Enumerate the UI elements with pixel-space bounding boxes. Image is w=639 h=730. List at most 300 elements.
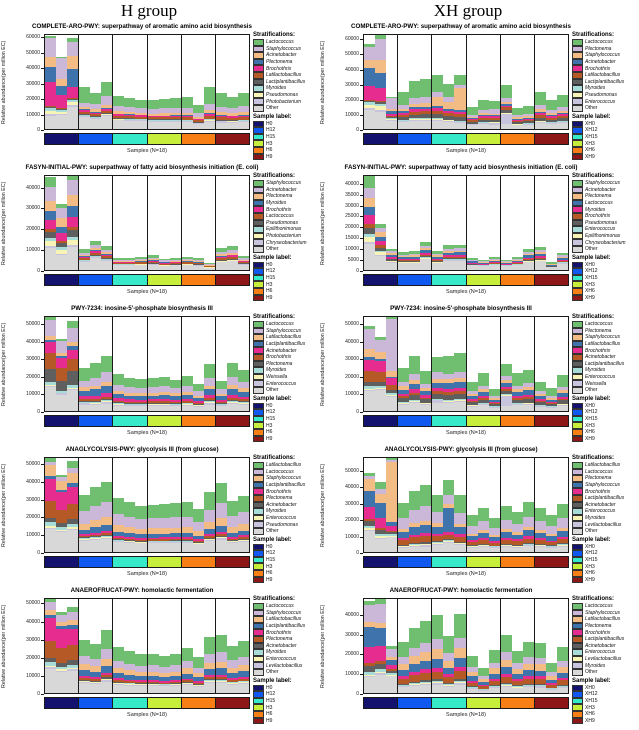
bar-segment xyxy=(204,492,215,509)
bar-group xyxy=(45,458,79,552)
bar-segment xyxy=(193,407,204,411)
chart-title: ANAEROFRUCAT-PWY: homolactic fermentation xyxy=(70,587,214,594)
bar-segment xyxy=(45,602,56,610)
stacked-bar xyxy=(546,599,557,693)
bar-group xyxy=(501,458,535,552)
color-swatch xyxy=(572,193,583,200)
stacked-bar xyxy=(557,599,568,693)
stratification-label: Lactococcus xyxy=(266,603,294,610)
stacked-bar xyxy=(216,599,227,693)
bar-segment xyxy=(193,657,204,668)
color-swatch xyxy=(253,39,264,46)
stacked-bar xyxy=(182,458,193,552)
bar-segment xyxy=(45,353,56,369)
stacked-bar xyxy=(124,458,135,552)
bar-segment xyxy=(79,262,90,270)
bar-segment xyxy=(364,627,375,647)
sample-legend-entry xyxy=(572,436,638,443)
stratification-legend-entry xyxy=(253,72,319,79)
color-swatch xyxy=(253,226,264,233)
stratification-label: Myroides xyxy=(266,367,287,374)
color-swatch xyxy=(253,662,264,669)
bar-segment xyxy=(113,406,124,411)
stratification-legend-entry xyxy=(572,374,638,381)
bar-segment xyxy=(45,116,56,129)
bar-segment xyxy=(113,647,124,661)
sample-label: H12 xyxy=(266,409,276,416)
bar-segment xyxy=(193,105,204,113)
chart-title: ANAGLYCOLYSIS-PWY: glycolysis III (from glucose) xyxy=(65,446,219,453)
sample-band-cell xyxy=(501,557,535,567)
stacked-bar xyxy=(546,317,557,411)
y-tick-label: 40000 xyxy=(26,338,40,345)
stratification-label: Photobacterium xyxy=(266,98,302,105)
stratification-label: Other xyxy=(266,528,279,535)
bar-segment xyxy=(67,671,78,693)
sample-band xyxy=(363,697,569,709)
stacked-bar xyxy=(409,35,420,129)
stratification-legend-entry xyxy=(253,495,319,502)
y-tick-label: 10000 xyxy=(26,672,40,679)
bar-segment xyxy=(364,531,375,552)
bar-segment xyxy=(420,673,431,680)
bar-segment xyxy=(398,687,409,693)
stratification-label: Lactiplantibacillus xyxy=(266,341,306,348)
bar-segment xyxy=(512,688,523,693)
sample-band-cell xyxy=(467,416,501,426)
stacked-bar xyxy=(535,317,546,411)
bar-segment xyxy=(56,255,67,270)
bar-segment xyxy=(182,97,193,108)
bar-segment xyxy=(216,503,227,518)
x-axis-label: Samples (N=18) xyxy=(127,430,167,436)
stratification-legend-entry xyxy=(253,46,319,53)
stacked-bar xyxy=(501,458,512,552)
stacked-bar xyxy=(79,458,90,552)
bar-segment xyxy=(535,92,546,105)
stratification-label: Other xyxy=(266,105,279,112)
stratification-label: Other xyxy=(585,528,598,535)
sample-band-cell xyxy=(432,698,466,708)
sample-band-cell xyxy=(45,134,79,144)
bar-group xyxy=(398,458,432,552)
bar-segment xyxy=(420,371,431,384)
color-swatch xyxy=(572,65,583,72)
sample-band-cell xyxy=(535,134,568,144)
sample-label: H3 xyxy=(266,140,273,147)
sample-legend-entry xyxy=(253,704,319,711)
stacked-bar xyxy=(501,317,512,411)
stratification-legend-entry xyxy=(572,79,638,86)
bar-group xyxy=(398,176,432,270)
y-tick-label: 40000 xyxy=(345,338,359,345)
bar-segment xyxy=(467,515,478,526)
stacked-bar xyxy=(432,35,443,129)
stratification-label: Staphylococcus xyxy=(266,475,302,482)
color-swatch xyxy=(253,482,264,489)
bar-segment xyxy=(182,502,193,517)
color-swatch xyxy=(253,495,264,502)
stacked-bar xyxy=(238,176,249,270)
stratification-legend-entry xyxy=(253,98,319,105)
bar-segment xyxy=(501,114,512,124)
stratification-label: Other xyxy=(585,105,598,112)
bar-segment xyxy=(159,377,170,387)
y-axis-label: Relative abundance(per million EC) xyxy=(320,604,326,688)
bar-segment xyxy=(45,57,56,68)
stratification-legend-entry xyxy=(572,354,638,361)
stratifications-legend-title: Stratifications: xyxy=(253,32,296,38)
stacked-bar xyxy=(432,176,443,270)
sample-label: H15 xyxy=(266,698,276,705)
bar-segment xyxy=(216,635,227,652)
bar-segment xyxy=(113,120,124,129)
stratification-label: Plectonema xyxy=(585,327,612,334)
stacked-bar xyxy=(409,176,420,270)
bar-group xyxy=(364,599,398,693)
sample-legend-entry xyxy=(253,134,319,141)
sample-legend-title: Sample label: xyxy=(572,395,611,402)
color-swatch xyxy=(572,105,583,112)
color-swatch xyxy=(253,52,264,59)
color-swatch xyxy=(572,200,583,207)
bar-segment xyxy=(79,683,90,693)
stratification-label: Acinetobacter xyxy=(266,501,297,508)
bar-segment xyxy=(557,264,568,270)
stacked-bar xyxy=(159,458,170,552)
color-swatch xyxy=(253,233,264,240)
bar-segment xyxy=(67,230,78,237)
bar-group xyxy=(535,599,568,693)
color-swatch xyxy=(572,334,583,341)
x-axis-label: Samples (N=18) xyxy=(127,148,167,154)
bar-segment xyxy=(45,67,56,82)
sample-legend-title: Sample label: xyxy=(572,254,611,261)
sample-label: XH6 xyxy=(585,147,595,154)
stratification-label: Lactococcus xyxy=(266,321,294,328)
stratification-label: Acinetobacter xyxy=(585,501,616,508)
bar-group xyxy=(535,317,568,411)
bar-segment xyxy=(216,540,227,552)
stacked-bar xyxy=(546,35,557,129)
stratification-label: Lactococcus xyxy=(585,200,613,207)
bar-group xyxy=(467,317,501,411)
color-swatch xyxy=(572,59,583,66)
stacked-bar xyxy=(409,599,420,693)
stratification-legend-entry xyxy=(572,475,638,482)
sample-band-cell xyxy=(216,698,249,708)
stratification-legend-entry xyxy=(253,374,319,381)
bar-segment xyxy=(45,187,56,201)
stacked-bar xyxy=(489,599,500,693)
stacked-bar xyxy=(489,35,500,129)
legend xyxy=(572,596,638,724)
sample-label: H0 xyxy=(266,402,273,409)
bar-group xyxy=(182,458,216,552)
bar-segment xyxy=(67,350,78,359)
sample-legend-entry xyxy=(253,416,319,423)
bar-segment xyxy=(398,263,409,270)
stratification-legend-entry xyxy=(253,328,319,335)
bar-segment xyxy=(454,638,465,648)
bar-segment xyxy=(124,98,135,107)
color-swatch xyxy=(253,288,264,295)
stacked-bar xyxy=(227,176,238,270)
bar-segment xyxy=(56,95,67,108)
bar-segment xyxy=(523,546,534,552)
sample-label: XH6 xyxy=(585,711,595,718)
stratification-legend-entry xyxy=(253,502,319,509)
bar-segment xyxy=(148,686,159,693)
color-swatch xyxy=(253,213,264,220)
stratification-label: Staphylococcus xyxy=(266,180,302,187)
color-swatch xyxy=(572,46,583,53)
stacked-bar xyxy=(227,599,238,693)
sample-label: H6 xyxy=(266,429,273,436)
color-swatch xyxy=(253,436,264,443)
bar-segment xyxy=(375,646,386,662)
stacked-bar xyxy=(79,35,90,129)
y-axis-label: Relative abundance(per million EC) xyxy=(320,181,326,265)
bar-group xyxy=(79,458,113,552)
stacked-bar xyxy=(478,317,489,411)
color-swatch xyxy=(572,528,583,535)
stacked-bar xyxy=(398,458,409,552)
bar-segment xyxy=(501,396,512,407)
sample-band-cell xyxy=(148,698,182,708)
color-swatch xyxy=(572,416,583,423)
stratification-legend-entry xyxy=(572,39,638,46)
bar-segment xyxy=(375,340,386,352)
color-swatch xyxy=(572,662,583,669)
bar-segment xyxy=(159,122,170,129)
stacked-bar xyxy=(204,599,215,693)
bar-segment xyxy=(67,390,78,411)
stacked-bar xyxy=(386,599,397,693)
bar-segment xyxy=(67,371,78,385)
stacked-bar xyxy=(489,317,500,411)
sample-legend-entry xyxy=(572,544,638,551)
bar-segment xyxy=(204,522,215,529)
sample-legend-title: Sample label: xyxy=(253,395,292,402)
bar-segment xyxy=(512,405,523,411)
stacked-bar xyxy=(45,599,56,693)
bar-group xyxy=(182,599,216,693)
stratification-label: Levilactobacillus xyxy=(585,521,622,528)
bar-segment xyxy=(101,539,112,552)
bar-segment xyxy=(364,215,375,224)
bar-segment xyxy=(79,117,90,129)
sample-label: XH0 xyxy=(585,543,595,550)
stacked-bar xyxy=(523,458,534,552)
bar-segment xyxy=(443,480,454,495)
bar-segment xyxy=(170,406,181,411)
stratification-label: Lactiplantibacillus xyxy=(266,78,306,85)
stratification-legend-entry xyxy=(253,528,319,535)
color-swatch xyxy=(253,577,264,584)
bar-segment xyxy=(56,341,67,353)
sample-legend-entry xyxy=(572,140,638,147)
sample-label: XH3 xyxy=(585,140,595,147)
bar-group xyxy=(432,35,466,129)
stacked-bar xyxy=(501,35,512,129)
bar-segment xyxy=(67,217,78,226)
stacked-bar xyxy=(535,458,546,552)
bar-segment xyxy=(204,378,215,385)
sample-band-cell xyxy=(216,134,249,144)
bar-segment xyxy=(375,39,386,59)
color-swatch xyxy=(572,603,583,610)
bar-segment xyxy=(409,356,420,374)
stratification-label: Lactococcus xyxy=(266,468,294,475)
bar-segment xyxy=(512,512,523,524)
stacked-bar xyxy=(56,35,67,129)
bar-segment xyxy=(113,661,124,668)
bar-segment xyxy=(454,513,465,524)
stratification-legend-entry xyxy=(253,462,319,469)
bar-segment xyxy=(113,685,124,693)
y-tick-label: 0 xyxy=(356,409,359,415)
bar-segment xyxy=(170,265,181,270)
bar-segment xyxy=(124,686,135,693)
sample-band-cell xyxy=(148,416,182,426)
stratification-label: Lactococcus xyxy=(266,39,294,46)
plot-area xyxy=(363,457,569,553)
sample-band-cell xyxy=(535,416,568,426)
sample-band-cell xyxy=(364,557,398,567)
bar-segment xyxy=(467,407,478,411)
bar-segment xyxy=(443,102,454,110)
sample-legend-entry xyxy=(253,429,319,436)
sample-legend-entry xyxy=(253,154,319,161)
color-swatch xyxy=(253,180,264,187)
stacked-bar xyxy=(523,176,534,270)
bar-segment xyxy=(523,517,534,527)
bar-segment xyxy=(523,642,534,657)
bar-segment xyxy=(216,483,227,503)
sample-label: XH9 xyxy=(585,153,595,160)
bar-segment xyxy=(375,518,386,529)
bar-segment xyxy=(148,100,159,109)
bar-group xyxy=(501,35,535,129)
bar-segment xyxy=(489,265,500,270)
bar-segment xyxy=(216,518,227,526)
stratification-label: Acinetobacter xyxy=(266,186,297,193)
stratification-label: Lactococcus xyxy=(585,321,613,328)
color-swatch xyxy=(572,616,583,623)
stratification-legend-entry xyxy=(572,213,638,220)
sample-label: H15 xyxy=(266,134,276,141)
bar-segment xyxy=(227,123,238,130)
bar-segment xyxy=(512,373,523,385)
bar-segment xyxy=(45,618,56,640)
y-tick-label: 20000 xyxy=(26,226,40,233)
sample-legend-entry xyxy=(253,570,319,577)
plot-area xyxy=(44,34,250,130)
stratification-legend-entry xyxy=(572,482,638,489)
stacked-bar xyxy=(443,458,454,552)
bar-segment xyxy=(56,358,67,368)
color-swatch xyxy=(253,367,264,374)
stacked-bar xyxy=(443,317,454,411)
sample-legend-entry xyxy=(253,422,319,429)
stratification-label: Latilactobacillus xyxy=(585,616,621,623)
y-tick-label: 20000 xyxy=(26,514,40,521)
color-swatch xyxy=(253,361,264,368)
stratification-label: Pseudomonas xyxy=(266,521,298,528)
bar-segment xyxy=(204,654,215,663)
sample-label: XH15 xyxy=(585,698,598,705)
bar-segment xyxy=(478,124,489,129)
stacked-bar xyxy=(375,458,386,552)
sample-band-cell xyxy=(79,275,113,285)
stacked-bar xyxy=(398,176,409,270)
bar-segment xyxy=(409,510,420,523)
sample-legend-entry xyxy=(253,262,319,269)
color-swatch xyxy=(572,403,583,410)
bar-segment xyxy=(227,543,238,552)
y-axis-label: Relative abundance(per million EC) xyxy=(1,463,7,547)
bar-segment xyxy=(216,123,227,130)
stratification-label: Brochothrix xyxy=(585,629,611,636)
stacked-bar xyxy=(45,458,56,552)
stacked-bar xyxy=(170,458,181,552)
bar-segment xyxy=(227,501,238,516)
sample-label: H9 xyxy=(266,717,273,724)
bar-group xyxy=(182,176,216,270)
stratification-label: Plectonema xyxy=(585,475,612,482)
bar-segment xyxy=(124,265,135,270)
bar-segment xyxy=(45,211,56,220)
bar-segment xyxy=(90,119,101,129)
y-tick-label: 0 xyxy=(37,409,40,415)
sample-label: XH0 xyxy=(585,261,595,268)
stacked-bar xyxy=(170,599,181,693)
y-tick-label: 20000 xyxy=(345,224,359,231)
y-tick-label: 20000 xyxy=(26,373,40,380)
bar-segment xyxy=(546,515,557,526)
bar-segment xyxy=(148,543,159,552)
sample-legend-entry xyxy=(253,685,319,692)
stratification-label: Lactococcus xyxy=(585,468,613,475)
bar-group xyxy=(216,458,249,552)
stacked-bar xyxy=(204,458,215,552)
chart-title: ANAGLYCOLYSIS-PWY: glycolysis III (from glucose) xyxy=(384,446,538,453)
color-swatch xyxy=(253,72,264,79)
bar-segment xyxy=(432,75,443,92)
bar-segment xyxy=(170,380,181,389)
bar-group xyxy=(467,35,501,129)
y-tick-label: 30000 xyxy=(345,356,359,363)
stratification-legend-entry xyxy=(253,482,319,489)
bar-segment xyxy=(409,527,420,534)
bar-segment xyxy=(557,504,568,519)
subplot-H-pwy7234 xyxy=(0,304,319,445)
stratification-label: Myroides xyxy=(266,85,287,92)
stratifications-legend-title: Stratifications: xyxy=(572,32,615,38)
subplot-H-complete-aro xyxy=(0,22,319,163)
bar-segment xyxy=(386,98,397,109)
y-tick-label: 40000 xyxy=(345,180,359,187)
y-tick-label: 40000 xyxy=(26,184,40,191)
bar-segment xyxy=(113,265,124,270)
stratification-label: Plectonema xyxy=(266,360,293,367)
x-axis-label: Samples (N=18) xyxy=(446,712,486,718)
legend xyxy=(253,173,319,301)
sample-band-cell xyxy=(501,698,535,708)
color-swatch xyxy=(253,121,264,128)
sample-label: H3 xyxy=(266,422,273,429)
